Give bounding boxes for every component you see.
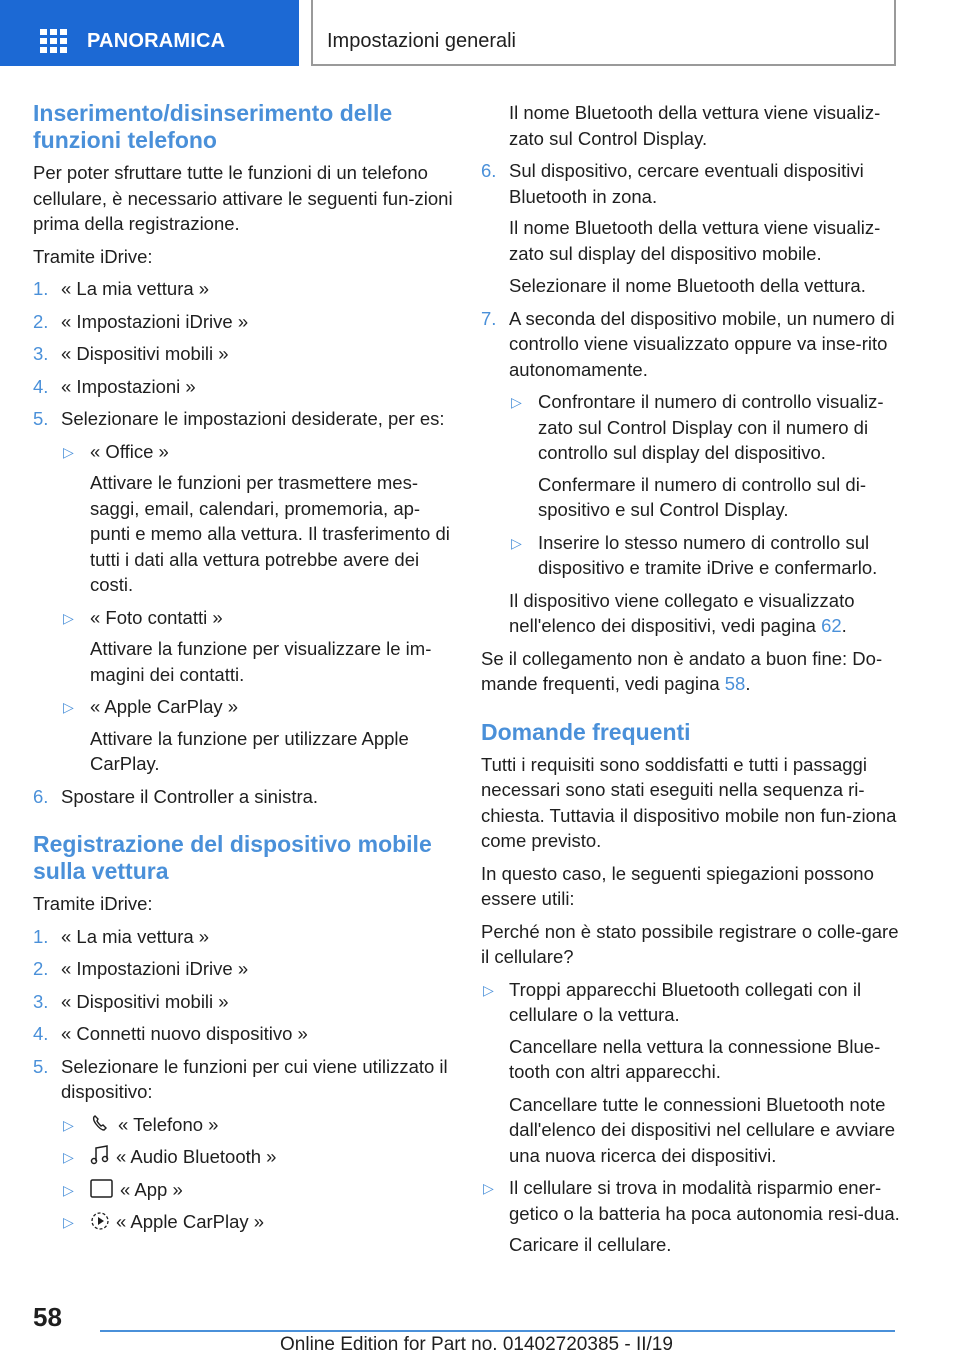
section-tab[interactable] <box>311 0 896 66</box>
option-description: Confermare il numero di controllo sul di-spositivo e sul Control Display. <box>538 473 866 520</box>
list-item <box>33 924 453 950</box>
step-number: 2. <box>33 310 49 332</box>
page-link-58[interactable]: 58 <box>724 673 746 694</box>
list-item <box>33 276 453 302</box>
function-option-app <box>61 1177 453 1203</box>
step-text: « Dispositivi mobili » <box>61 990 229 1012</box>
play-circle-icon <box>90 1211 110 1231</box>
option-compare-number <box>509 389 901 523</box>
option-title: « Apple CarPlay » <box>90 696 239 717</box>
list-item <box>33 406 453 777</box>
option-title: Confrontare il numero di controllo visualiz-zato sul Control Display con il numero di controllo sul display del dispositivo. <box>538 391 884 463</box>
step-number: 7. <box>481 307 497 329</box>
sub-options-list <box>61 439 453 777</box>
function-label: « Audio Bluetooth » <box>116 1146 277 1167</box>
failure-punct: . <box>745 673 751 694</box>
sub-option-contact-photos <box>61 605 453 688</box>
triangle-bullet-icon: ▷ <box>63 1214 74 1230</box>
step-text: « Impostazioni » <box>61 375 196 397</box>
edition-text: Online Edition for Part no. 01402720385 - II/19 <box>280 1334 673 1355</box>
step-text: A seconda del dispositivo mobile, un numero di controllo viene visualizzato oppure va inse-rito autonomamente. <box>509 307 895 380</box>
step-text: « La mia vettura » <box>61 925 210 947</box>
option-title: « Foto contatti » <box>90 606 223 628</box>
answer-paragraph: Caricare il cellulare. <box>509 1234 672 1255</box>
result-text: Il dispositivo viene collegato e visualizzato nell'elenco dei dispositivi, vedi pagina <box>509 589 855 636</box>
option-description: Attivare la funzione per visualizzare le im-magini dei contatti. <box>90 638 432 685</box>
app-square-icon <box>90 1179 114 1199</box>
step-number: 2. <box>33 958 49 979</box>
triangle-bullet-icon: ▷ <box>511 534 522 551</box>
list-item <box>481 306 901 639</box>
triangle-bullet-icon: ▷ <box>63 1116 74 1133</box>
triangle-bullet-icon: ▷ <box>511 394 522 410</box>
overview-nav-button[interactable] <box>0 0 299 66</box>
triangle-bullet-icon: ▷ <box>483 1180 494 1196</box>
step-text: Sul dispositivo, cercare eventuali dispositivi Bluetooth in zona. <box>509 160 864 207</box>
failure-paragraph <box>481 646 901 697</box>
control-number-options <box>509 389 901 581</box>
step-result <box>509 588 901 639</box>
triangle-bullet-icon: ▷ <box>63 1149 74 1165</box>
function-label: « App » <box>120 1178 183 1200</box>
heading-device-registration: Registrazione del dispositivo mobile sulla vettura <box>33 831 432 884</box>
faq-question: Perché non è stato possibile registrare o colle-gare il cellulare? <box>481 920 899 967</box>
step-number: 6. <box>481 160 497 181</box>
via-idrive-label: Tramite iDrive: <box>33 245 153 267</box>
step-text: « Impostazioni iDrive » <box>61 310 249 332</box>
step-text: « Impostazioni iDrive » <box>61 958 249 979</box>
function-label: « Apple CarPlay » <box>116 1211 265 1232</box>
step-text: « Dispositivi mobili » <box>61 343 229 364</box>
answer-paragraph: Cancellare tutte le connessioni Bluetooth note dall'elenco dei dispositivi nel cellulare e avviare una nuova ricerca dei dispositivi. <box>509 1093 896 1166</box>
top-bar <box>0 0 960 66</box>
grid-menu-icon <box>40 29 67 53</box>
page-number: 58 <box>33 1302 62 1332</box>
faq-paragraph: Tutti i requisiti sono soddisfatti e tutti i passaggi necessari sono stati eseguiti nella sequenza ri-chiesta. Tuttavia il dispositivo mobile non fun-ziona come previsto. <box>481 753 897 851</box>
step-number: 1. <box>33 278 49 299</box>
option-title: « Office » <box>90 440 169 462</box>
step-number: 5. <box>33 1055 49 1077</box>
heading-faq: Domande frequenti <box>481 718 691 745</box>
sub-option-office <box>61 439 453 598</box>
steps-list-phone-functions <box>33 276 453 809</box>
triangle-bullet-icon: ▷ <box>63 609 74 626</box>
step-number: 3. <box>33 990 49 1012</box>
sub-option-apple-carplay <box>61 694 453 777</box>
phone-icon <box>90 1114 112 1134</box>
answer-title: Il cellulare si trova in modalità risparmio ener-getico o la batteria ha poca autonomia resi-dua. <box>509 1177 900 1224</box>
function-options-list <box>61 1112 453 1235</box>
step-number: 4. <box>33 375 49 397</box>
step-text: « La mia vettura » <box>61 278 210 299</box>
step-number: 3. <box>33 343 49 364</box>
answer-paragraph: Cancellare nella vettura la connessione Blue-tooth con altri apparecchi. <box>509 1035 881 1082</box>
music-note-icon <box>90 1144 110 1166</box>
faq-answers-list <box>481 977 901 1258</box>
list-item <box>33 784 453 810</box>
step-paragraph: Selezionare il nome Bluetooth della vettura. <box>509 275 866 296</box>
list-item <box>33 374 453 400</box>
option-description: Attivare la funzione per utilizzare Apple CarPlay. <box>90 727 409 774</box>
failure-text: Se il collegamento non è andato a buon fine: Do-mande frequenti, vedi pagina <box>481 647 883 694</box>
left-column <box>33 100 453 1242</box>
right-column <box>481 100 901 1265</box>
faq-paragraph: In questo caso, le seguenti spiegazioni possono essere utili: <box>481 862 874 909</box>
via-idrive-label: Tramite iDrive: <box>33 893 153 914</box>
list-item <box>33 341 453 367</box>
footer-divider <box>100 1330 895 1332</box>
steps-list-registration <box>33 924 453 1235</box>
step-number: 6. <box>33 785 49 807</box>
overview-nav-label: PANORAMICA <box>87 30 226 52</box>
answer-title: Troppi apparecchi Bluetooth collegati con il cellulare o la vettura. <box>509 978 862 1025</box>
triangle-bullet-icon: ▷ <box>483 981 494 998</box>
triangle-bullet-icon: ▷ <box>63 443 74 460</box>
faq-answer-too-many-devices <box>481 977 901 1169</box>
heading-phone-functions: Inserimento/disinserimento delle funzioni telefono <box>33 100 393 153</box>
result-punct: . <box>841 615 847 636</box>
faq-answer-energy-saving <box>481 1175 901 1258</box>
step-text: Selezionare le impostazioni desiderate, per es: <box>61 408 445 429</box>
list-item <box>33 1054 453 1235</box>
steps-list-registration-continued <box>481 158 901 639</box>
continued-text: Il nome Bluetooth della vettura viene visualiz-zato sul Control Display. <box>509 102 881 149</box>
step-text: Selezionare le funzioni per cui viene utilizzato il dispositivo: <box>61 1055 448 1102</box>
step-number: 5. <box>33 408 49 429</box>
section-title: Impostazioni generali <box>327 30 516 52</box>
option-enter-number <box>509 530 901 581</box>
step-number: 4. <box>33 1023 49 1044</box>
page-link-62[interactable]: 62 <box>821 615 842 636</box>
list-item <box>33 989 453 1015</box>
triangle-bullet-icon: ▷ <box>63 1181 74 1198</box>
list-item <box>33 956 453 982</box>
step-paragraph: Il nome Bluetooth della vettura viene visualiz-zato sul display del dispositivo mobile. <box>509 217 881 264</box>
option-description: Attivare le funzioni per trasmettere mes-saggi, email, calendari, promemoria, ap-punti e memo alla vettura. Il trasferimento di tutti i dati alla vettura potrebbe avere dei costi. <box>90 472 450 595</box>
function-option-phone <box>61 1112 453 1138</box>
function-label: « Telefono » <box>118 1113 219 1135</box>
function-option-audio-bluetooth <box>61 1144 453 1170</box>
list-item <box>33 309 453 335</box>
list-item <box>481 158 901 299</box>
step-text: Spostare il Controller a sinistra. <box>61 785 319 807</box>
intro-paragraph: Per poter sfruttare tutte le funzioni di un telefono cellulare, è necessario attivare le seguenti fun-zioni prima della registrazione. <box>33 162 453 234</box>
step-number: 1. <box>33 925 49 947</box>
step-text: « Connetti nuovo dispositivo » <box>61 1023 308 1044</box>
triangle-bullet-icon: ▷ <box>63 699 74 715</box>
function-option-apple-carplay <box>61 1209 453 1235</box>
list-item <box>33 1021 453 1047</box>
option-title: Inserire lo stesso numero di controllo sul dispositivo e tramite iDrive e confermarlo. <box>538 531 878 578</box>
